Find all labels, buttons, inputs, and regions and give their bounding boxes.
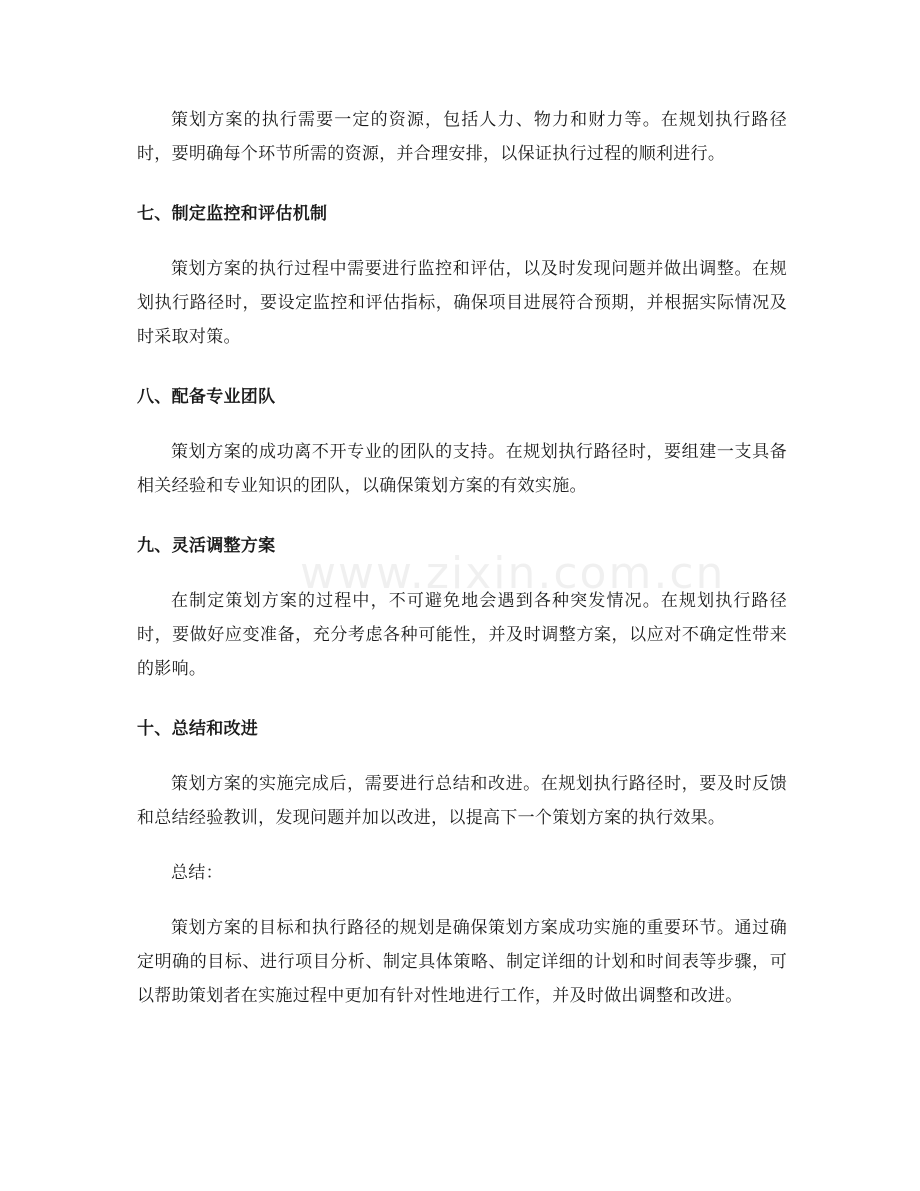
section-body-9: 在制定策划方案的过程中，不可避免地会遇到各种突发情况。在规划执行路径时，要做好应变准备，充分考虑各种可能性，并及时调整方案，以应对不确定性带来的影响。 <box>137 591 787 679</box>
watermark-text: www.zixin.com.cn <box>300 548 726 599</box>
section-body-8: 策划方案的成功离不开专业的团队的支持。在规划执行路径时，要组建一支具备相关经验和专业知识的团队，以确保策划方案的有效实施。 <box>137 442 787 496</box>
section-body-10: 策划方案的实施完成后，需要进行总结和改进。在规划执行路径时，要及时反馈和总结经验教训，发现问题并加以改进，以提高下一个策划方案的执行效果。 <box>137 774 787 828</box>
summary-label: 总结： <box>171 863 223 883</box>
intro-paragraph: 策划方案的执行需要一定的资源，包括人力、物力和财力等。在规划执行路径时，要明确每个环节所需的资源，并合理安排，以保证执行过程的顺利进行。 <box>137 110 787 164</box>
section-heading-8: 八、配备专业团队 <box>137 387 276 407</box>
section-heading-7: 七、制定监控和评估机制 <box>137 204 328 224</box>
section-heading-10: 十、总结和改进 <box>137 719 259 739</box>
section-body-7: 策划方案的执行过程中需要进行监控和评估，以及时发现问题并做出调整。在规划执行路径时，要设定监控和评估指标，确保项目进展符合预期，并根据实际情况及时采取对策。 <box>137 259 787 347</box>
document-body <box>137 103 787 1013</box>
summary-paragraph: 策划方案的目标和执行路径的规划是确保策划方案成功实施的重要环节。通过确定明确的目标、进行项目分析、制定具体策略、制定详细的计划和时间表等步骤，可以帮助策划者在实施过程中更加有针对性地进行工作，并及时做出调整和改进。 <box>137 918 787 1006</box>
section-heading-9: 九、灵活调整方案 <box>137 536 276 556</box>
